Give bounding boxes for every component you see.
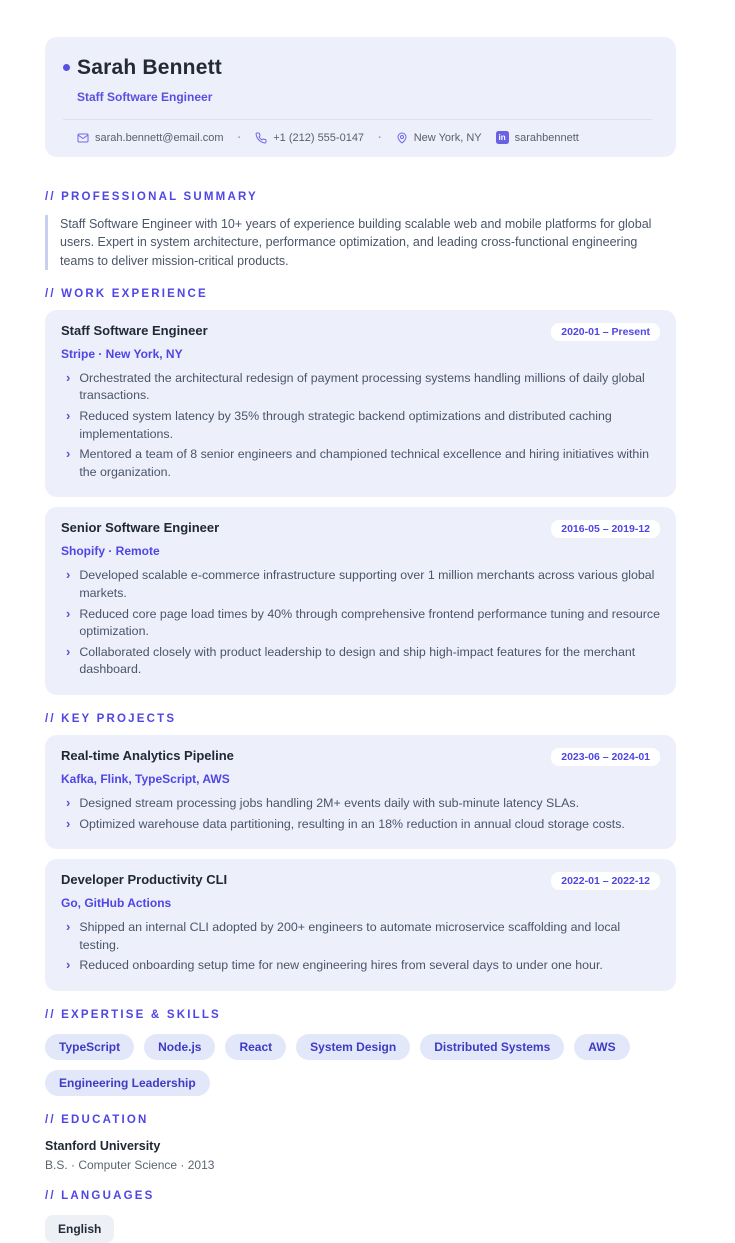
project-stack: Kafka, Flink, TypeScript, AWS [61, 771, 230, 786]
job-bullet-list [61, 370, 660, 482]
language-tag: English [45, 1215, 114, 1243]
section-heading-skills: // EXPERTISE & SKILLS [45, 1009, 221, 1022]
linkedin-icon: in [496, 131, 509, 144]
list-item [61, 644, 660, 679]
name-row [63, 54, 652, 81]
bullet-text: Shipped an internal CLI adopted by 200+ engineers to automate microservice scaffolding and local testing. [79, 920, 621, 952]
contact-phone[interactable] [255, 132, 364, 144]
skill-pill: System Design [296, 1034, 410, 1060]
mail-icon [77, 132, 89, 144]
contact-email-text: sarah.bennett@email.com [95, 131, 224, 144]
person-name: Sarah Bennett [77, 56, 222, 79]
bullet-text: Designed stream processing jobs handling 2M+ events daily with sub-minute latency SLAs. [79, 795, 580, 810]
skill-pill: Distributed Systems [420, 1034, 564, 1060]
chevron-bullet-icon: › [66, 446, 71, 462]
skill-pill: React [225, 1034, 286, 1060]
chevron-bullet-icon: › [66, 919, 71, 935]
contact-location-text: New York, NY [413, 131, 482, 144]
date-badge: 2023-06 – 2024-01 [551, 748, 660, 766]
project-title-row [61, 748, 660, 766]
contact-separator: · [237, 131, 242, 144]
bullet-text: Mentored a team of 8 senior engineers and championed technical excellence and hiring initiatives within the organization. [79, 447, 649, 479]
list-item [61, 408, 660, 443]
section-heading-education: // EDUCATION [45, 1114, 149, 1127]
job-title-row [61, 520, 660, 538]
education-meta: B.S. · Computer Science · 2013 [45, 1158, 215, 1173]
list-item [61, 919, 660, 954]
job-title-row [61, 323, 660, 341]
bullet-text: Optimized warehouse data partitioning, resulting in an 18% reduction in annual cloud storage costs. [79, 816, 625, 831]
header-card [45, 37, 676, 157]
project-title: Developer Productivity CLI [61, 872, 228, 888]
list-item [61, 567, 660, 602]
list-item [61, 446, 660, 481]
project-title: Real-time Analytics Pipeline [61, 747, 234, 763]
list-item [61, 957, 660, 975]
project-card [45, 859, 676, 991]
skill-pill-row [45, 1034, 676, 1096]
education-school: Stanford University [45, 1139, 161, 1154]
job-bullet-list [61, 567, 660, 679]
date-badge: 2020-01 – Present [551, 323, 660, 341]
job-card [45, 507, 676, 695]
accent-dot-icon [63, 64, 70, 71]
list-item [61, 816, 660, 834]
project-title-row [61, 872, 660, 890]
person-title: Staff Software Engineer [77, 90, 213, 105]
summary-text: Staff Software Engineer with 10+ years of experience building scalable web and mobile platforms for global users. Expert in system architecture, performance optimization, and leading cross-functional engineering teams to deliver mission-critical products. [45, 215, 673, 269]
skill-pill: Node.js [144, 1034, 215, 1060]
chevron-bullet-icon: › [66, 643, 71, 659]
contact-email[interactable] [77, 132, 224, 144]
project-bullet-list [61, 919, 660, 975]
list-item [61, 606, 660, 641]
contact-location [396, 132, 482, 144]
chevron-bullet-icon: › [66, 605, 71, 621]
location-pin-icon [396, 132, 408, 144]
bullet-text: Reduced system latency by 35% through strategic backend optimizations and distributed caching implementations. [79, 408, 612, 441]
project-stack: Go, GitHub Actions [61, 896, 172, 911]
section-heading-experience: // WORK EXPERIENCE [45, 287, 208, 300]
list-item [61, 795, 660, 813]
contact-phone-text: +1 (212) 555-0147 [273, 131, 365, 144]
job-title: Staff Software Engineer [61, 322, 208, 338]
job-company: Shopify · Remote [61, 544, 160, 559]
section-heading-languages: // LANGUAGES [45, 1190, 155, 1203]
job-card [45, 310, 676, 498]
chevron-bullet-icon: › [66, 407, 71, 423]
job-title: Senior Software Engineer [61, 520, 220, 536]
job-company: Stripe · New York, NY [61, 346, 183, 361]
contact-linkedin-text: sarahbennett [514, 131, 579, 144]
date-badge: 2016-05 – 2019-12 [551, 520, 660, 538]
chevron-bullet-icon: › [66, 815, 71, 831]
date-badge: 2022-01 – 2022-12 [551, 872, 660, 890]
bullet-text: Collaborated closely with product leadership to design and ship high-impact features for the merchant dashboard. [79, 644, 636, 677]
chevron-bullet-icon: › [66, 957, 71, 973]
chevron-bullet-icon: › [66, 369, 71, 385]
resume-page [45, 0, 676, 1243]
section-heading-projects: // KEY PROJECTS [45, 712, 177, 725]
bullet-text: Reduced core page load times by 40% through comprehensive frontend performance tuning and resource optimization. [79, 606, 660, 639]
phone-icon [255, 132, 267, 144]
list-item [61, 370, 660, 405]
contact-row [63, 119, 652, 157]
contact-linkedin[interactable] [496, 131, 579, 144]
bullet-text: Developed scalable e-commerce infrastructure supporting over 1 million merchants across various global markets. [79, 568, 655, 600]
skill-pill: Engineering Leadership [45, 1070, 210, 1096]
bullet-text: Reduced onboarding setup time for new engineering hires from several days to under one hour. [79, 958, 603, 973]
skill-pill: TypeScript [45, 1034, 134, 1060]
section-heading-summary: // PROFESSIONAL SUMMARY [45, 191, 258, 204]
chevron-bullet-icon: › [66, 794, 71, 810]
chevron-bullet-icon: › [66, 567, 71, 583]
bullet-text: Orchestrated the architectural redesign of payment processing systems handling millions of daily global transactions. [79, 370, 645, 403]
skill-pill: AWS [574, 1034, 629, 1060]
contact-separator: · [378, 131, 382, 144]
project-bullet-list [61, 795, 660, 833]
project-card [45, 735, 676, 849]
